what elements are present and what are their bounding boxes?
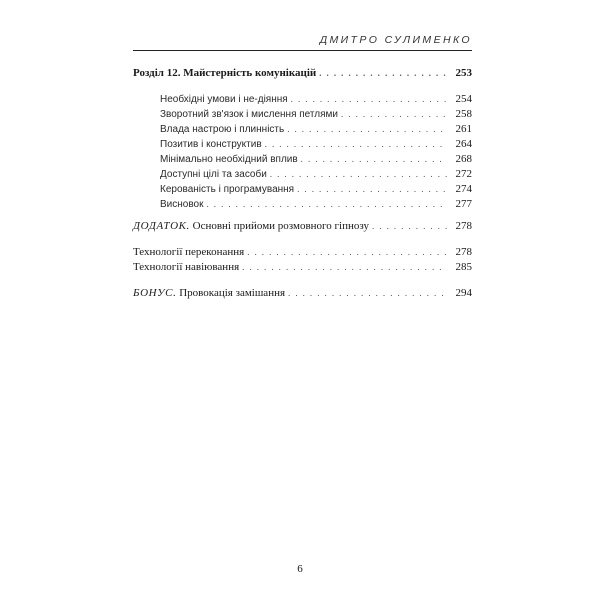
dot-leader [297, 182, 447, 197]
toc-entry-title: Висновок [160, 199, 204, 210]
toc-appendix-entry [133, 219, 472, 234]
toc-entry-page: 294 [455, 287, 472, 299]
toc-chapter-entry [133, 66, 472, 81]
bonus-lead: БОНУС. [133, 287, 177, 299]
toc-bonus-entry [133, 286, 472, 301]
toc-entry-page: 264 [455, 138, 472, 150]
toc-entry-page: 278 [455, 220, 472, 232]
dot-leader [242, 260, 447, 275]
toc-entry-title: Доступні цілі та засоби [160, 169, 267, 180]
table-of-contents [133, 66, 472, 301]
toc-section-entry [133, 197, 472, 212]
toc-entry-title: Зворотний зв'язок і мислення петлями [160, 109, 338, 120]
appendix-title: Основні прийоми розмовного гіпнозу [192, 220, 369, 232]
bonus-title: Провокація замішання [179, 287, 286, 299]
toc-section-entry [133, 107, 472, 122]
toc-section-entry [133, 122, 472, 137]
dot-leader [287, 122, 447, 137]
dot-leader [288, 286, 447, 301]
toc-section-entry [133, 182, 472, 197]
dot-leader [301, 152, 447, 167]
toc-section-entry [133, 152, 472, 167]
appendix-lead: ДОДАТОК. [133, 220, 190, 232]
toc-entry-title: Мінімально необхідний вплив [160, 154, 298, 165]
dot-leader [270, 167, 447, 182]
dot-leader [247, 245, 447, 260]
running-head-author: ДМИТРО СУЛИМЕНКО [319, 34, 472, 46]
dot-leader [372, 219, 447, 234]
toc-entry-title: Розділ 12. Майстерність комунікацій [133, 67, 317, 79]
toc-entry-page: 268 [455, 153, 472, 165]
toc-entry-title: Необхідні умови і не-діяння [160, 94, 288, 105]
toc-technique-entry [133, 245, 472, 260]
page-number: 6 [297, 563, 303, 575]
toc-entry-title: Технології переконання [133, 246, 245, 258]
toc-entry-page: 258 [455, 108, 472, 120]
dot-leader [341, 107, 447, 122]
toc-section-entry [133, 137, 472, 152]
toc-entry-title: Технології навіювання [133, 261, 240, 273]
toc-entry-page: 253 [455, 67, 472, 79]
dot-leader [291, 92, 447, 107]
toc-entry-page: 285 [455, 261, 472, 273]
toc-entry-title [133, 286, 285, 301]
toc-entry-page: 277 [455, 198, 472, 210]
toc-entry-title [133, 219, 369, 234]
toc-entry-page: 274 [455, 183, 472, 195]
toc-technique-entry [133, 260, 472, 275]
toc-entry-title: Керованість і програмування [160, 184, 295, 195]
header-rule [133, 50, 472, 51]
toc-entry-page: 261 [455, 123, 472, 135]
toc-section-entry [133, 167, 472, 182]
toc-section-entry [133, 92, 472, 107]
dot-leader [206, 197, 447, 212]
dot-leader [265, 137, 447, 152]
toc-entry-title: Влада настрою і плинність [160, 124, 285, 135]
toc-entry-title: Позитив і конструктив [160, 139, 262, 150]
toc-entry-page: 272 [455, 168, 472, 180]
dot-leader [319, 66, 447, 81]
toc-entry-page: 254 [455, 93, 472, 105]
toc-entry-page: 278 [455, 246, 472, 258]
